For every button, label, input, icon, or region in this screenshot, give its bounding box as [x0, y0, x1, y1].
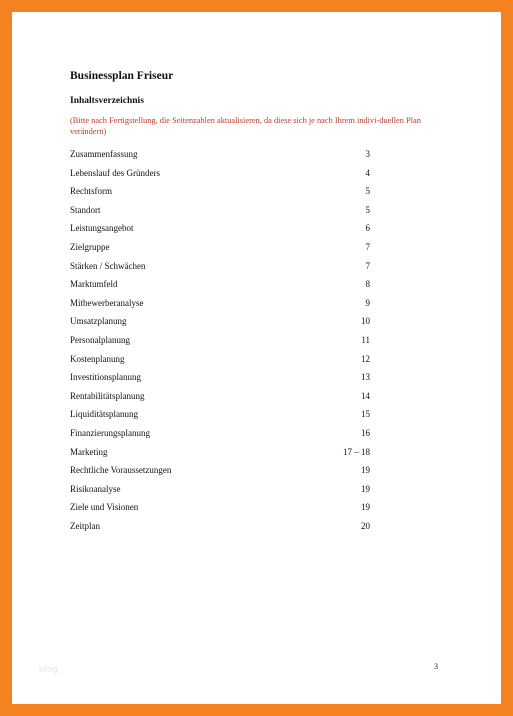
toc-entry-label: Leistungsangebot: [70, 223, 134, 234]
toc-entry-label: Liquiditätsplanung: [70, 409, 138, 420]
toc-row: [70, 371, 370, 390]
toc-entry-page: 6: [365, 223, 370, 234]
toc-entry-page: 5: [365, 186, 370, 197]
toc-note: (Bitte nach Fertigstellung, die Seitenzahlen aktualisieren, da diese sich je nach Ihrem indivi-duellen Plan verändern): [70, 116, 421, 136]
toc-row: [70, 167, 370, 186]
toc-entry-page: 7: [365, 241, 370, 252]
toc-entry-page: 13: [361, 372, 370, 383]
toc-row: [70, 297, 370, 316]
toc-entry-label: Umsatzplanung: [70, 316, 127, 327]
toc-row: [70, 260, 370, 279]
toc-entry-label: Zeitplan: [70, 520, 100, 531]
toc-entry-label: Lebenslauf des Gründers: [70, 167, 160, 178]
toc-entry-label: Kostenplanung: [70, 353, 125, 364]
toc-entry-label: Stärken / Schwächen: [70, 260, 146, 271]
toc-entry-page: 3: [365, 149, 370, 159]
toc-row: [70, 446, 370, 465]
toc-entry-label: Rechtsform: [70, 186, 112, 197]
toc-entry-page: 4: [365, 167, 370, 178]
toc-entry-page: 19: [361, 483, 370, 494]
toc-entry-label: Marketing: [70, 446, 108, 457]
toc-row: [70, 408, 370, 427]
toc-entry-page: 5: [365, 204, 370, 215]
toc-entry-page: 9: [365, 297, 370, 308]
toc-heading: Inhaltsverzeichnis: [70, 96, 144, 106]
toc-entry-label: Finanzierungsplanung: [70, 427, 150, 438]
toc-entry-page: 8: [365, 279, 370, 290]
document-title: Businessplan Friseur: [70, 70, 174, 82]
toc-row: [70, 148, 370, 167]
toc-entry-page: 15: [361, 409, 370, 420]
toc-row: [70, 315, 370, 334]
toc-entry-page: 10: [361, 316, 370, 327]
toc-row: [70, 520, 370, 539]
toc-row: [70, 185, 370, 204]
toc-entry-label: Investitionsplanung: [70, 372, 141, 383]
toc-entry-page: 19: [361, 465, 370, 476]
toc-row: [70, 241, 370, 260]
toc-entry-label: Mitbewerberanalyse: [70, 297, 144, 308]
watermark: blog: [39, 664, 59, 674]
toc-entry-page: 11: [361, 334, 370, 345]
page-number: 3: [434, 662, 438, 671]
toc-row: [70, 427, 370, 446]
toc-row: [70, 204, 370, 223]
toc-row: [70, 390, 370, 409]
document-page: [12, 12, 501, 704]
toc-entry-label: Risikoanalyse: [70, 483, 121, 494]
toc-entry-page: 14: [361, 390, 370, 401]
toc-row: [70, 501, 370, 520]
toc-row: [70, 464, 370, 483]
toc-entry-label: Zielgruppe: [70, 241, 110, 252]
toc-entry-page: 17 – 18: [343, 446, 370, 457]
toc-entry-page: 19: [361, 502, 370, 513]
toc-entry-label: Zusammenfassung: [70, 149, 138, 159]
toc-entry-page: 7: [365, 260, 370, 271]
toc-row: [70, 278, 370, 297]
toc-row: [70, 222, 370, 241]
table-of-contents: [70, 148, 370, 538]
toc-row: [70, 483, 370, 502]
toc-entry-label: Ziele und Visionen: [70, 502, 139, 513]
toc-entry-label: Standort: [70, 204, 101, 215]
toc-entry-label: Rentabilitätsplanung: [70, 390, 145, 401]
toc-entry-page: 12: [361, 353, 370, 364]
toc-entry-label: Personalplanung: [70, 334, 130, 345]
toc-entry-page: 16: [361, 427, 370, 438]
toc-entry-label: Rechtliche Voraussetzungen: [70, 465, 172, 476]
toc-row: [70, 353, 370, 372]
toc-entry-page: 20: [361, 520, 370, 531]
toc-row: [70, 334, 370, 353]
toc-entry-label: Marktumfeld: [70, 279, 118, 290]
